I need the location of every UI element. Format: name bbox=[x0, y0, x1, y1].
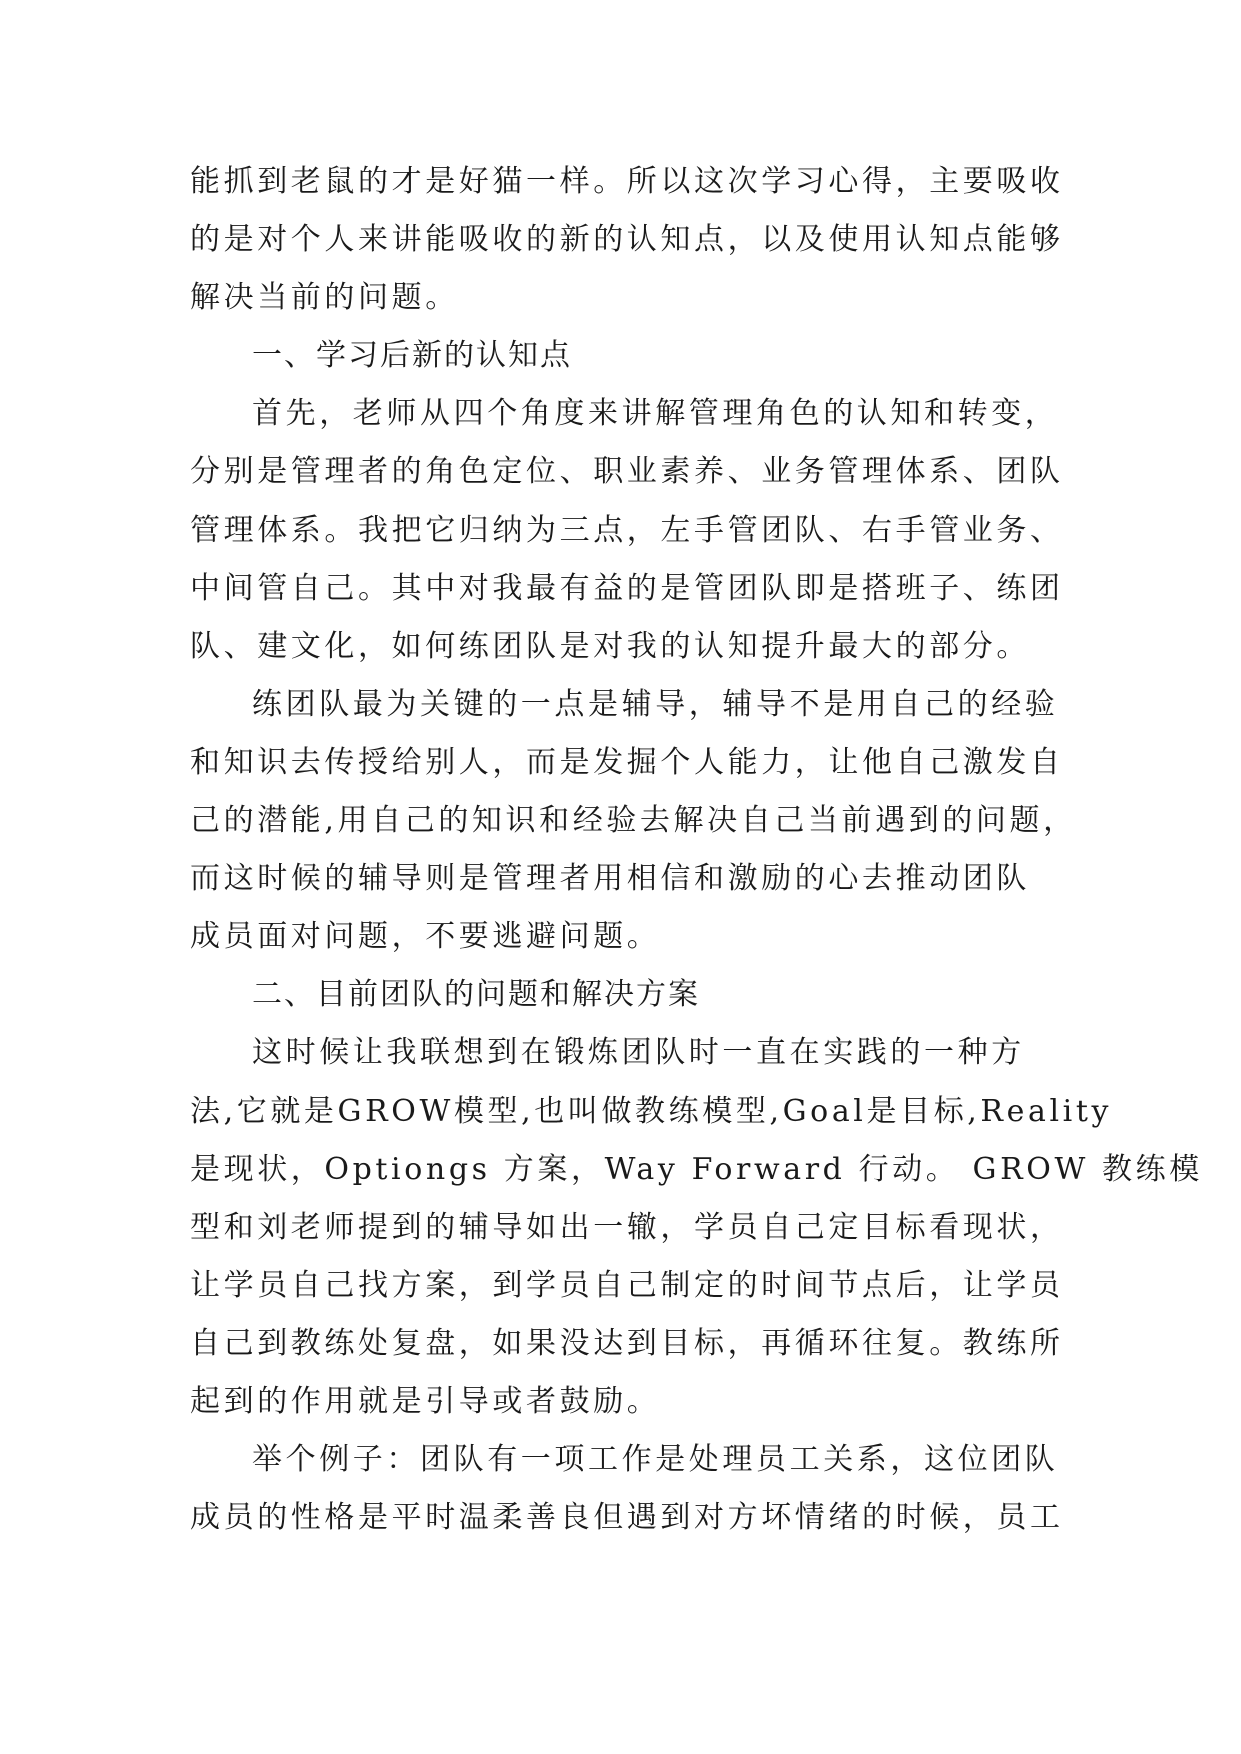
body-text bbox=[190, 153, 1203, 1547]
paragraph-line: 这时候让我联想到在锻炼团队时一直在实践的一种方 bbox=[252, 1035, 1025, 1071]
paragraph-line: 队、建文化，如何练团队是对我的认知提升最大的部分。 bbox=[190, 628, 1030, 664]
paragraph-line: 举个例子：团队有一项工作是处理员工关系，这位团队 bbox=[252, 1442, 1059, 1478]
paragraph-line: 起到的作用就是引导或者鼓励。 bbox=[190, 1383, 661, 1419]
paragraph-line: 能抓到老鼠的才是好猫一样。所以这次学习心得，主要吸收 bbox=[190, 164, 1064, 199]
paragraph-line: 而这时候的辅导则是管理者用相信和激励的心去推动团队 bbox=[190, 861, 1030, 897]
paragraph-line: 分别是管理者的角色定位、职业素养、业务管理体系、团队 bbox=[190, 454, 1064, 490]
paragraph-line: 成员面对问题，不要逃避问题。 bbox=[190, 919, 661, 955]
paragraph-line: 中间管自己。其中对我最有益的是管团队即是搭班子、练团 bbox=[190, 570, 1064, 606]
paragraph-line: 和知识去传授给别人，而是发掘个人能力，让他自己激发自 bbox=[190, 744, 1064, 780]
paragraph-line: 自己到教练处复盘，如果没达到目标，再循环往复。教练所 bbox=[190, 1325, 1064, 1361]
section-heading: 二、目前团队的问题和解决方案 bbox=[252, 977, 700, 1013]
paragraph-line: 解决当前的问题。 bbox=[190, 280, 459, 316]
paragraph-line: 型和刘老师提到的辅导如出一辙，学员自己定目标看现状， bbox=[190, 1209, 1064, 1245]
paragraph-line: 是现状，Optiongs 方案，Way Forward 行动。 GROW 教练模 bbox=[190, 1151, 1203, 1187]
section-heading: 一、学习后新的认知点 bbox=[252, 338, 572, 374]
paragraph-line: 管理体系。我把它归纳为三点，左手管团队、右手管业务、 bbox=[190, 512, 1064, 548]
paragraph-line: 练团队最为关键的一点是辅导，辅导不是用自己的经验 bbox=[252, 686, 1059, 722]
paragraph-line: 成员的性格是平时温柔善良但遇到对方坏情绪的时候，员工 bbox=[190, 1500, 1064, 1536]
paragraph-line: 法,它就是GROW模型,也叫做教练模型,Goal是目标,Reality bbox=[190, 1093, 1113, 1129]
paragraph-line: 己的潜能,用自己的知识和经验去解决自己当前遇到的问题， bbox=[190, 803, 1077, 839]
paragraph-line: 首先，老师从四个角度来讲解管理角色的认知和转变， bbox=[252, 396, 1059, 432]
paragraph-line: 的是对个人来讲能吸收的新的认知点，以及使用认知点能够 bbox=[190, 222, 1064, 258]
paragraph-line: 让学员自己找方案，到学员自己制定的时间节点后，让学员 bbox=[190, 1267, 1064, 1303]
